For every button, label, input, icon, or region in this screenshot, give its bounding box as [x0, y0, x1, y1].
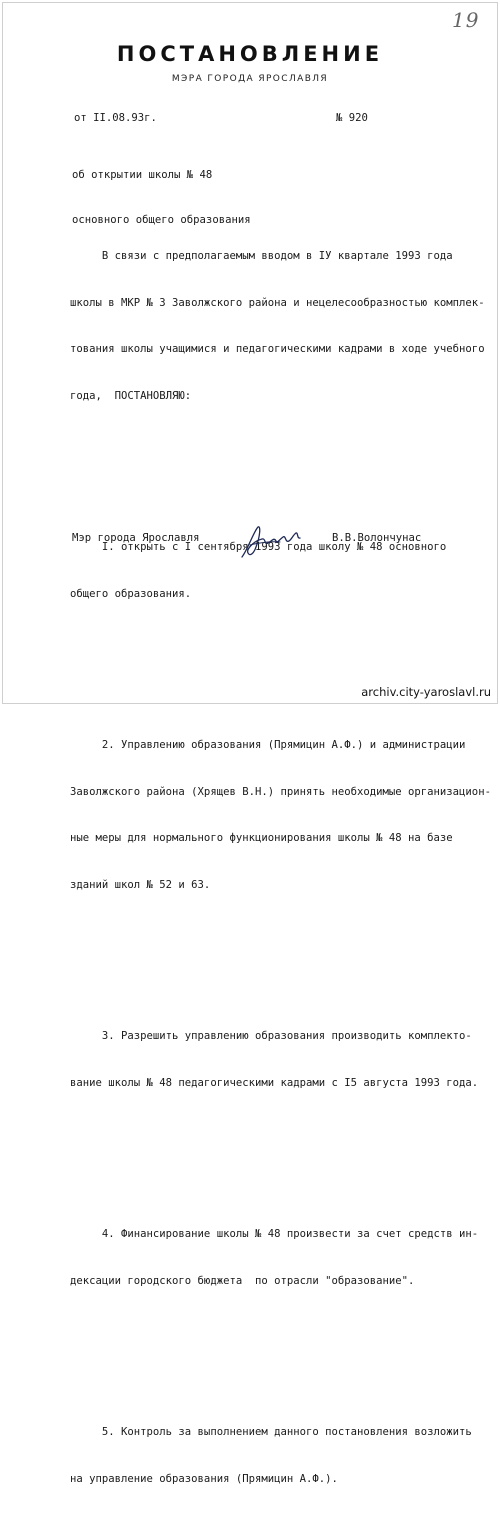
paragraph-item-3 [70, 998, 491, 1122]
archive-watermark: archiv.city-yaroslavl.ru [361, 685, 491, 699]
body-line: вание школы № 48 педагогическими кадрами с I5 августа 1993 года. [70, 1076, 479, 1089]
body-line: 2. Управлению образования (Прямицин А.Ф.) и администрации [70, 739, 466, 751]
document-date: от II.08.93г. [74, 112, 157, 124]
body-line: 4. Финансирование школы № 48 произвести за счет средств ин- [70, 1228, 479, 1240]
paragraph-item-2 [70, 707, 491, 924]
body-line: 5. Контроль за выполнением данного постановления возложить [70, 1426, 472, 1438]
body-line: 3. Разрешить управлению образования производить комплектo- [70, 1030, 472, 1042]
signatory-name: В.В.Волончунас [332, 532, 422, 544]
paragraph-item-4 [70, 1196, 491, 1320]
document-title: ПОСТАНОВЛЕНИЕ [116, 42, 384, 66]
document-number: № 920 [336, 112, 368, 124]
paragraph-preamble [70, 218, 491, 435]
body-line: дексации городского бюджета по отрасли "образование". [70, 1274, 415, 1287]
handwritten-signature [236, 523, 306, 563]
body-line: на управление образования (Прямицин А.Ф.). [70, 1472, 338, 1485]
body-line: В связи с предполагаемым вводом в IУ квартале 1993 года [70, 250, 453, 262]
body-line: зданий школ № 52 и 63. [70, 878, 211, 891]
document-subtitle: МЭРА ГОРОДА ЯРОСЛАВЛЯ [171, 74, 329, 84]
body-line: школы в МКР № 3 Заволжского района и нецелесообразностью комплек- [70, 296, 485, 309]
body-line: Заволжского района (Хрящев В.Н.) принять необходимые организацион- [70, 785, 491, 798]
paragraph-item-5 [70, 1394, 491, 1518]
body-line: года, ПОСТАНОВЛЯЮ: [70, 389, 192, 402]
signatory-role: Мэр города Ярославля [72, 532, 200, 544]
subject-line: об открытии школы № 48 [72, 169, 213, 181]
body-line: I. открыть с I сентября 1993 года школу № 48 основного [70, 541, 447, 553]
handwritten-page-number: 19 [452, 8, 480, 32]
body-line: ные меры для нормального функционирования школы № 48 на базе [70, 832, 453, 844]
body-line: общего образования. [70, 587, 192, 600]
document-body [70, 187, 491, 1534]
body-line: тования школы учащимися и педагогическими кадрами в ходе учебного [70, 343, 485, 355]
subject-line: основного общего образования [72, 214, 251, 226]
